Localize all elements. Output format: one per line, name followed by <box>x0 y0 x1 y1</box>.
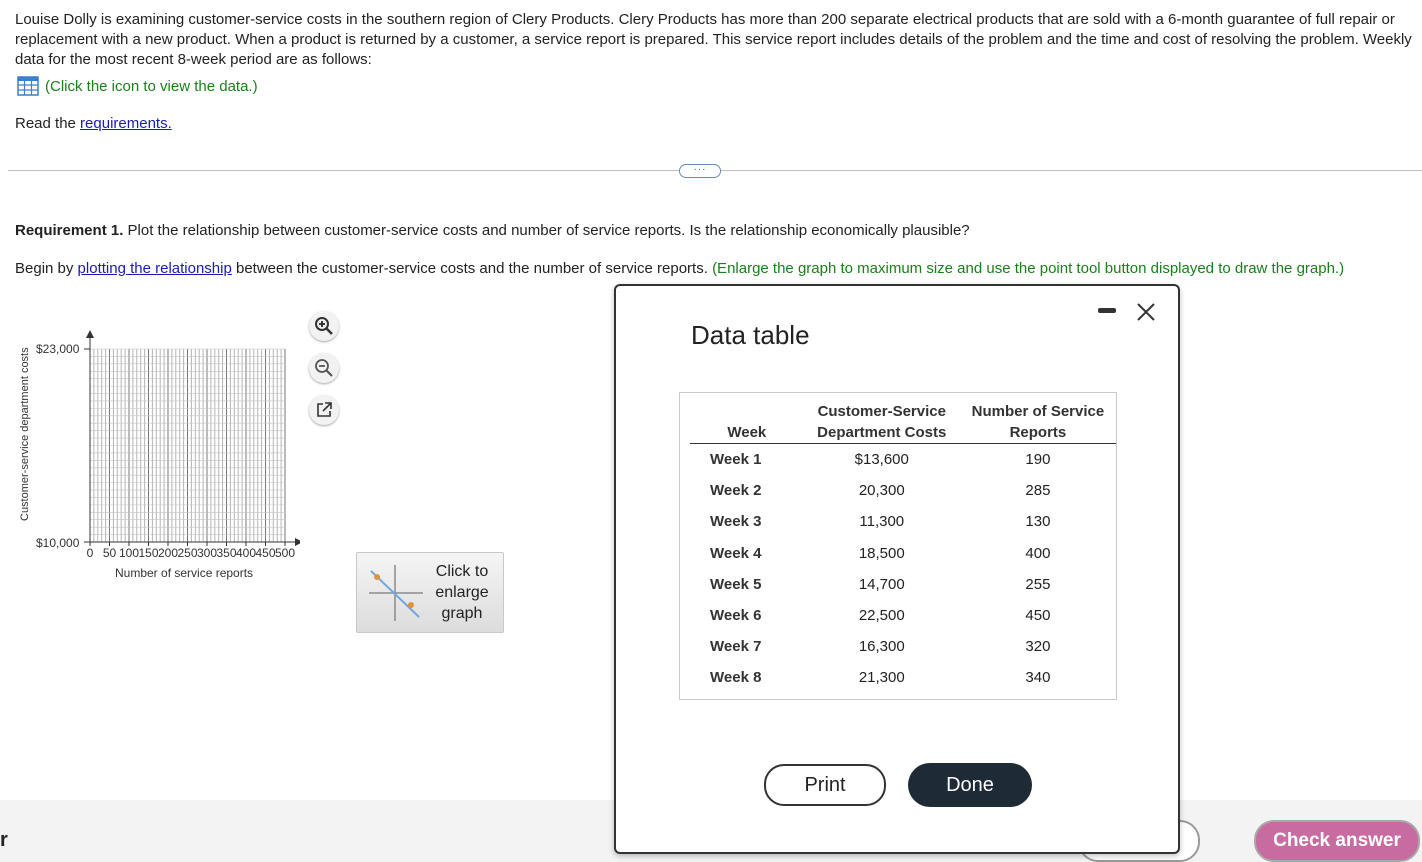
print-button[interactable]: Print <box>764 764 886 806</box>
reports-cell: 320 <box>1025 638 1051 656</box>
table-icon[interactable] <box>17 76 39 96</box>
cost-cell: 14,700 <box>858 575 905 593</box>
close-icon[interactable] <box>1134 300 1158 324</box>
view-data-text[interactable]: (Click the icon to view the data.) <box>45 77 258 95</box>
zoom-out-button[interactable] <box>309 353 339 383</box>
cost-cell: 22,500 <box>858 607 905 625</box>
read-prefix: Read the <box>15 115 81 132</box>
header-week: Week <box>727 424 767 441</box>
week-cell: Week 2 <box>710 482 762 500</box>
x-tick-label: 50 <box>102 546 117 560</box>
table-row <box>690 506 1116 537</box>
header-reports <box>960 401 1116 444</box>
x-axis-title: Number of service reports <box>115 566 254 580</box>
reports-cell: 130 <box>1025 513 1051 531</box>
table-row <box>690 569 1116 600</box>
header-costs-line1: Customer-Service <box>817 403 946 420</box>
cost-cell: 11,300 <box>859 513 905 531</box>
data-table-dialog <box>614 284 1180 854</box>
done-button[interactable]: Done <box>908 763 1032 807</box>
begin-instructions <box>15 258 1405 279</box>
x-tick-label: 500 <box>274 546 296 560</box>
begin-middle: between the customer-service costs and the number of service reports. <box>231 260 713 277</box>
view-data-link[interactable] <box>17 76 258 96</box>
reports-cell: 190 <box>1025 451 1051 469</box>
enlarge-instruction: (Enlarge the graph to maximum size and use the point tool button displayed to draw the graph.) <box>712 260 1345 277</box>
enlarge-graph-text[interactable]: Click to enlarge graph <box>435 563 489 622</box>
y-tick-bottom: $10,000 <box>36 536 80 550</box>
week-cell: Week 7 <box>710 638 762 656</box>
y-tick-top: $23,000 <box>36 342 80 356</box>
cost-cell: 21,300 <box>858 669 905 687</box>
table-row <box>690 600 1116 631</box>
footer-left-glyph: r <box>0 829 8 851</box>
table-row <box>690 444 1116 476</box>
week-cell: Week 1 <box>710 451 762 469</box>
x-tick-label: 450 <box>255 546 276 560</box>
x-tick-label: 250 <box>177 546 198 560</box>
cost-cell: 18,500 <box>858 544 905 562</box>
week-cell: Week 3 <box>710 513 762 531</box>
reports-cell: 400 <box>1025 544 1051 562</box>
cost-cell: 20,300 <box>858 482 905 500</box>
table-row <box>690 662 1116 693</box>
popout-button[interactable] <box>309 395 339 425</box>
data-table <box>690 401 1116 694</box>
minimize-icon[interactable] <box>1098 308 1116 313</box>
requirement-1-text: Plot the relationship between customer-service costs and number of service reports. Is the relationship economically plausible? <box>123 222 970 239</box>
week-cell: Week 4 <box>710 544 762 562</box>
dialog-title: Data table <box>691 320 810 350</box>
enlarge-graph-button[interactable] <box>356 552 504 633</box>
week-cell: Week 8 <box>710 669 762 687</box>
zoom-out-icon <box>314 358 334 378</box>
header-costs-line2: Department Costs <box>817 424 947 441</box>
table-row <box>690 475 1116 506</box>
x-tick-label: 200 <box>157 546 179 560</box>
expand-more-button[interactable]: ··· <box>679 164 721 178</box>
cost-cell: 16,300 <box>858 638 905 656</box>
external-link-icon <box>315 401 333 419</box>
zoom-in-button[interactable] <box>309 311 339 341</box>
x-tick-label: 0 <box>86 546 94 560</box>
header-reports-line2: Reports <box>1009 424 1067 441</box>
table-row <box>690 538 1116 569</box>
plot-grid[interactable] <box>10 325 300 565</box>
x-tick-label: 300 <box>196 546 218 560</box>
x-tick-label: 400 <box>235 546 257 560</box>
reports-cell: 340 <box>1025 669 1051 687</box>
requirement-1-label: Requirement 1. <box>15 222 124 239</box>
data-table-container <box>679 392 1117 700</box>
y-axis-title: Customer-service department costs <box>19 347 31 521</box>
header-costs <box>804 401 960 444</box>
read-requirements <box>15 115 172 132</box>
graph-area[interactable] <box>10 325 300 585</box>
week-cell: Week 5 <box>710 575 762 593</box>
x-tick-label: 350 <box>216 546 237 560</box>
requirement-1 <box>15 222 970 239</box>
requirements-link[interactable]: requirements. <box>80 115 172 132</box>
x-tick-label: 150 <box>138 546 159 560</box>
problem-description: Louise Dolly is examining customer-service costs in the southern region of Clery Products. Clery Products has more than 200 separate electrical products that are sold with a 6-month guarantee of full repair or replacement with a new product. When a product is returned by a customer, a service report is prepared. This service report includes details of the problem and the time and cost of resolving the problem. Weekly data for the most recent 8-week period are as follows: <box>15 11 1412 68</box>
header-reports-line1: Number of Service <box>971 403 1105 420</box>
table-row <box>690 631 1116 662</box>
x-tick-label: 100 <box>118 546 140 560</box>
reports-cell: 285 <box>1025 482 1051 500</box>
check-answer-button[interactable]: Check answer <box>1254 820 1420 862</box>
graph-thumbnail-icon <box>363 561 427 625</box>
reports-cell: 450 <box>1025 607 1051 625</box>
zoom-in-icon <box>314 316 334 336</box>
week-cell: Week 6 <box>710 607 762 625</box>
plotting-relationship-link[interactable]: plotting the relationship <box>77 260 232 277</box>
begin-prefix: Begin by <box>15 260 78 277</box>
cost-cell: $13,600 <box>854 451 909 469</box>
reports-cell: 255 <box>1025 575 1051 593</box>
